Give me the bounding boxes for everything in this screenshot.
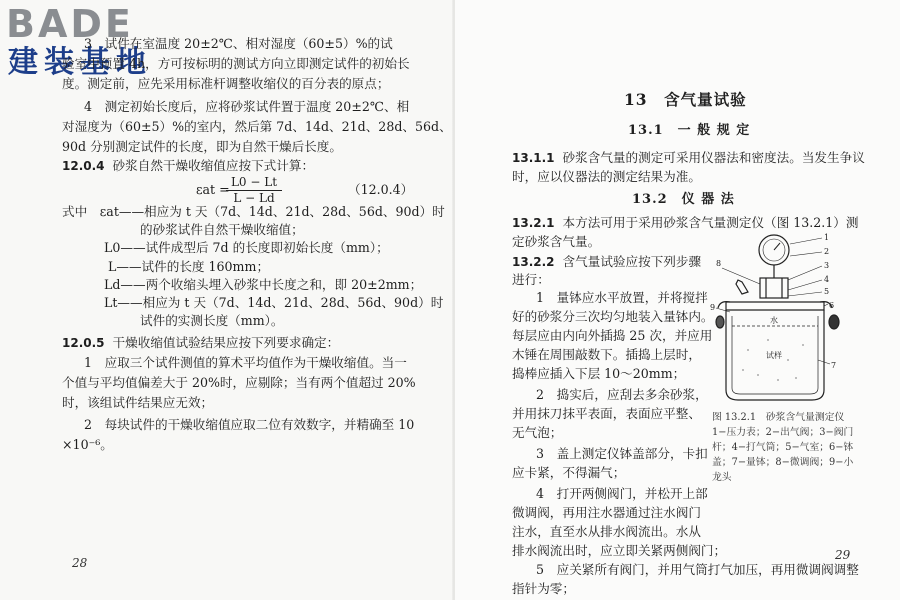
text-line: 验室中预置 4h，方可按标明的测试方向立即测定试件的初始长 [62, 56, 410, 71]
page-number-right: 29 [835, 548, 851, 562]
clause-number: 13.2.1 [512, 216, 555, 230]
formula-numerator: L0 − Lt [230, 175, 278, 189]
sample-label: 试样 [766, 351, 782, 360]
text-line: L——试件的长度 160mm； [108, 259, 270, 274]
figure-label: 5 [824, 287, 830, 296]
air-content-meter-figure [708, 230, 848, 415]
figure-label: 7 [831, 361, 837, 370]
figure-label: 3 [824, 261, 830, 270]
clause-line [512, 150, 865, 166]
clause-number: 12.0.5 [62, 336, 105, 350]
logo-text-top: BADE [6, 2, 134, 46]
text-line: 1 应取三个试件测值的算术平均值作为干燥收缩值。当一 [84, 355, 407, 370]
section-heading: 13.1 一 般 规 定 [628, 123, 751, 138]
text-line: 砂浆自然干燥收缩值应按下式计算： [112, 158, 315, 173]
text-line: 时，应以仪器法的测定结果为准。 [512, 169, 701, 184]
step-line: 应卡紧，不得漏气； [512, 465, 626, 480]
text-line: 试件的实测长度（mm）。 [140, 313, 284, 328]
text-line: 进行： [512, 272, 550, 287]
step-line: 注水，直至水从排水阀流出。水从 [512, 524, 701, 539]
step-line: 2 捣实后，应刮去多余砂浆， [536, 387, 708, 402]
clause-line [62, 158, 314, 174]
text-line: 度。测定前，应先采用标准杆调整收缩仪的百分表的原点； [62, 76, 390, 91]
text-line: 的砂浆试件自然干燥收缩值； [140, 222, 304, 237]
step-line: 无气泡； [512, 425, 563, 440]
step-line: 排水阀流出时，应立即关紧两侧阀门； [512, 543, 727, 558]
side-valve [716, 316, 724, 328]
side-valve [829, 315, 839, 329]
bowl-lid [726, 302, 824, 310]
step-line: 木锤在周围敲数下。插捣上层时， [512, 347, 701, 362]
text-line: 本方法可用于采用砂浆含气量测定仪（图 13.2.1）测 [562, 215, 859, 230]
formula-denominator: L − Ld [233, 191, 275, 205]
text-line: 3 试件在室温度 20±2℃、相对湿度（60±5）%的试 [84, 36, 393, 51]
text-line: 4 测定初始长度后，应将砂浆试件置于温度 20±2℃、相 [84, 99, 410, 114]
step-line: 3 盖上测定仪钵盖部分，卡扣 [536, 446, 708, 461]
text-line: 砂浆含气量的测定可采用仪器法和密度法。当发生争议 [562, 150, 865, 165]
clause-number: 13.2.2 [512, 255, 555, 269]
text-line: 对湿度为（60±5）%的室内，然后第 7d、14d、21d、28d、56d、 [62, 119, 452, 134]
step-line: 微调阀，再用注水器通过注水阀门 [512, 505, 701, 520]
water-label: 水 [770, 316, 778, 325]
figure-caption-line: 盖；7−量钵；8−微调阀；9−小 [712, 457, 854, 468]
clause-number: 13.1.1 [512, 151, 555, 165]
formula-number: （12.0.4） [348, 182, 414, 197]
figure-label: 9 [710, 303, 716, 312]
section-heading: 13.2 仪 器 法 [632, 192, 735, 207]
chapter-title: 13 含气量试验 [624, 90, 747, 109]
step-line: 5 应关紧所有阀门，并用气筒打气加压，再用微调阀调整 [536, 562, 859, 577]
formula-lhs: εat = [196, 182, 230, 197]
text-line: Ld——两个收缩头埋入砂浆中长度之和，即 20±2mm； [104, 277, 423, 292]
figure-label: 1 [824, 233, 830, 242]
text-line: Lt——相应为 t 天（7d、14d、21d、28d、56d、90d）时 [104, 295, 444, 310]
clause-number: 12.0.4 [62, 159, 105, 173]
text-line: 90d 分别测定试件的长度，即为自然干燥后长度。 [62, 139, 342, 154]
figure-caption-title: 图 13.2.1 砂浆含气量测定仪 [712, 412, 845, 423]
step-line: 指针为零； [512, 581, 575, 596]
figure-caption-line: 龙头 [712, 472, 732, 483]
clause-line [512, 215, 858, 231]
text-line: 2 每块试件的干燥收缩值应取二位有效数字，并精确至 10 [84, 417, 415, 432]
formula-fraction [226, 176, 282, 205]
figure-label: 8 [716, 259, 722, 268]
figure-caption-line: 杆；4−打气筒；5−气室；6−钵 [712, 442, 854, 453]
step-line: 捣棒应插入下层 10～20mm； [512, 366, 686, 381]
figure-label: 6 [829, 301, 835, 310]
step-line: 并用抹刀抹平表面，表面应平整、 [512, 406, 701, 421]
logo-text-bottom: 建装基地 [8, 45, 152, 80]
text-line: 定砂浆含气量。 [512, 234, 601, 249]
text-line: 含气量试验应按下列步骤 [562, 254, 702, 269]
step-line: 1 量钵应水平放置，并将搅拌 [536, 290, 708, 305]
text-line: 个值与平均值偏差大于 20%时，应剔除；当有两个值超过 20% [62, 375, 416, 390]
figure-caption-line: 1−压力表；2−出气阀；3−阀门 [712, 427, 854, 438]
clause-line [62, 335, 339, 351]
text-line: 式中 εat——相应为 t 天（7d、14d、21d、28d、56d、90d）时 [62, 204, 445, 219]
page-number-left: 28 [72, 556, 88, 570]
figure-label: 4 [824, 275, 830, 284]
text-line: ×10⁻⁶。 [62, 437, 113, 452]
step-line: 好的砂浆分三次均匀地装入量钵内。 [512, 309, 714, 324]
pump-handle [736, 280, 748, 294]
text-line: 干燥收缩值试验结果应按下列要求确定： [112, 335, 340, 350]
figure-label: 2 [824, 247, 830, 256]
clause-line [512, 254, 701, 270]
step-line: 4 打开两侧阀门，并松开上部 [536, 486, 708, 501]
step-line: 每层应由内向外插捣 25 次，并应用 [512, 328, 713, 343]
text-line: 时，该组试件结果应无效； [62, 395, 214, 410]
text-line: L0——试件成型后 7d 的长度即初始长度（mm）； [104, 240, 389, 255]
